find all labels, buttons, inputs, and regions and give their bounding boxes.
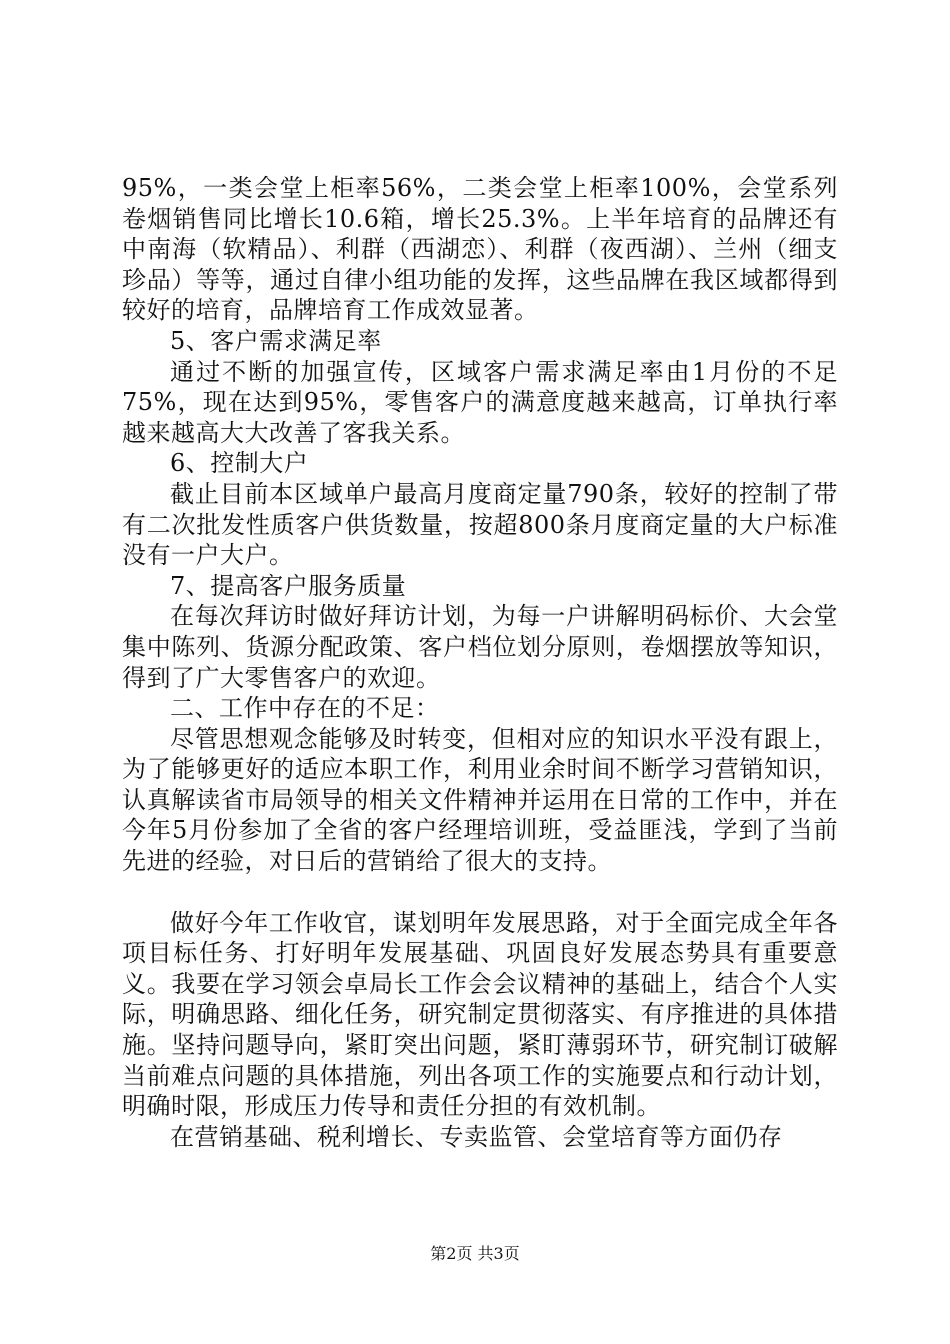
paragraph-remaining-issues: 在营销基础、税利增长、专卖监管、会堂培育等方面仍存 (170, 1122, 783, 1151)
paragraph-control-large-accounts: 截止目前本区域单户最高月度商定量790条，较好的控制了带有二次批发性质客户供货数量，按超800条月度商定量的大户标准没有一户大户。 (122, 479, 838, 570)
heading-service-quality: 7、提高客户服务质量 (170, 571, 407, 600)
heading-shortcomings: 二、工作中存在的不足： (170, 694, 440, 723)
heading-control-large-accounts: 6、控制大户 (170, 449, 309, 478)
document-body (122, 173, 838, 1152)
paragraph-work-plan: 做好今年工作收官，谋划明年发展思路，对于全面完成全年各项目标任务、打好明年发展基础、巩固良好发展态势具有重要意义。我要在学习领会卓局长工作会会议精神的基础上，结合个人实际，明确思路、细化任务，研究制定贯彻落实、有序推进的具体措施。坚持问题导向，紧盯突出问题，紧盯薄弱环节，研究制订破解当前难点问题的具体措施，列出各项工作的实施要点和行动计划，明确时限，形成压力传导和责任分担的有效机制。 (122, 908, 838, 1121)
paragraph-customer-demand-rate: 通过不断的加强宣传，区域客户需求满足率由1月份的不足75%，现在达到95%，零售客户的满意度越来越高，订单执行率越来越高大大改善了客我关系。 (122, 357, 838, 447)
paragraph-service-quality: 在每次拜访时做好拜访计划，为每一户讲解明码标价、大会堂集中陈列、货源分配政策、客户档位划分原则，卷烟摆放等知识，得到了广大零售客户的欢迎。 (122, 602, 838, 692)
paragraph-shortcomings: 尽管思想观念能够及时转变，但相对应的知识水平没有跟上，为了能够更好的适应本职工作，利用业余时间不断学习营销知识，认真解读省市局领导的相关文件精神并运用在日常的工作中，并在今年5月份参加了全省的客户经理培训班，受益匪浅，学到了当前先进的经验，对日后的营销给了很大的支持。 (122, 724, 838, 876)
heading-customer-demand-rate: 5、客户需求满足率 (170, 326, 382, 355)
page-number-footer: 第2页 共3页 (430, 1244, 520, 1263)
paragraph-brand-cultivation: 95%，一类会堂上柜率56%，二类会堂上柜率100%，会堂系列卷烟销售同比增长10.6箱，增长25.3%。上半年培育的品牌还有中南海（软精品）、利群（西湖恋）、利群（夜西湖）、兰州（细支珍品）等等，通过自律小组功能的发挥，这些品牌在我区域都得到较好的培育，品牌培育工作成效显著。 (122, 174, 838, 325)
